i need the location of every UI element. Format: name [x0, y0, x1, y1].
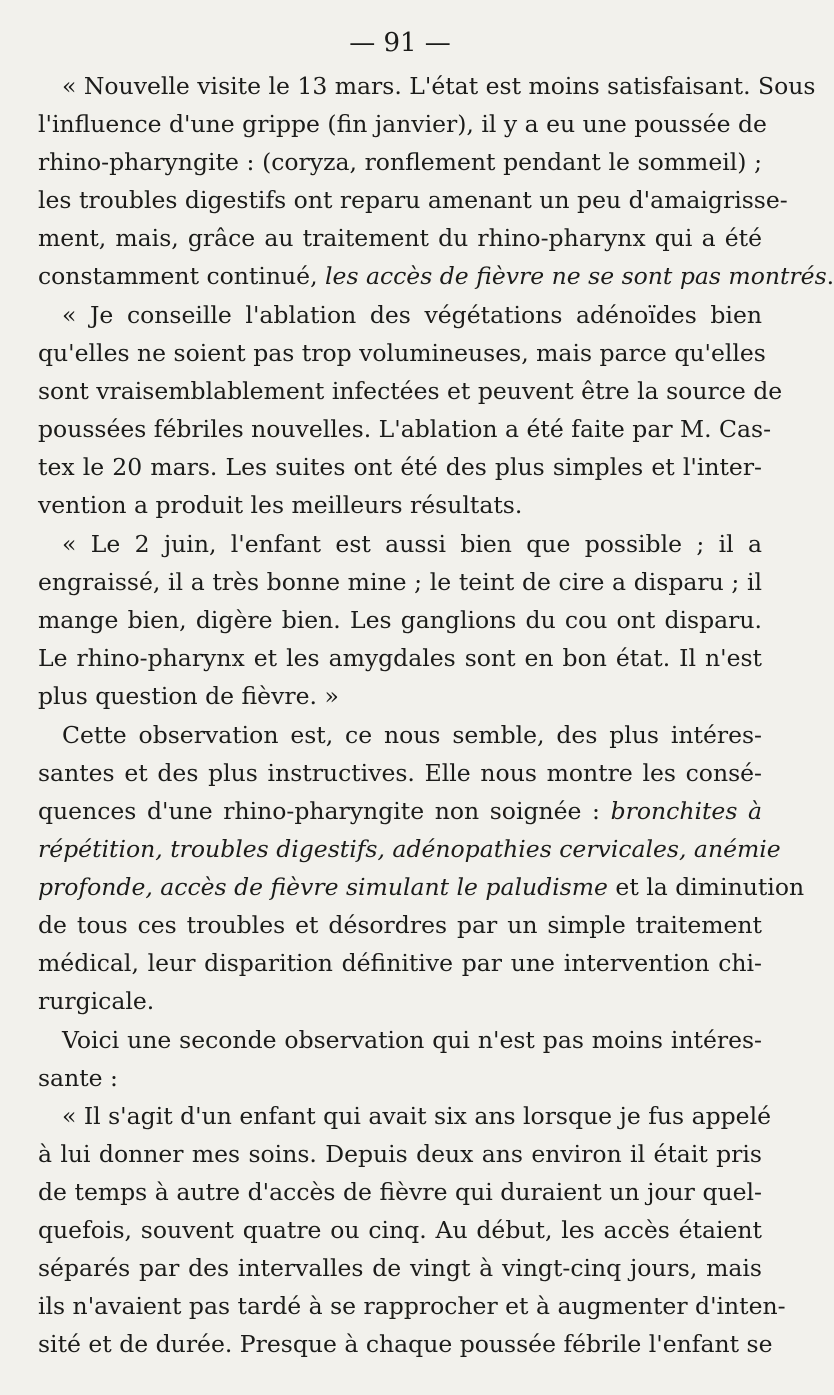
- text-line: rurgicale.: [38, 987, 155, 1015]
- text-line: séparés par des intervalles de vingt à vingt-cinq jours, mais: [38, 1254, 762, 1282]
- text-line: rhino-pharyngite : (coryza, ronflement pendant le sommeil) ;: [38, 148, 762, 176]
- text-line: sante :: [38, 1064, 118, 1092]
- text-line: Cette observation est, ce nous semble, des plus intéres-: [62, 721, 762, 749]
- text-line: les troubles digestifs ont reparu amenant un peu d'amaigrisse-: [38, 186, 788, 214]
- text-line: profonde, accès de fièvre simulant le paludisme et la diminution: [38, 873, 805, 901]
- text-line: vention a produit les meilleurs résultats.: [38, 491, 523, 519]
- text-line: répétition, troubles digestifs, adénopathies cervicales, anémie: [38, 835, 781, 863]
- text-line: ment, mais, grâce au traitement du rhino-pharynx qui a été: [38, 224, 762, 252]
- text-line: sont vraisemblablement infectées et peuvent être la source de: [38, 377, 783, 405]
- text-line: quences d'une rhino-pharyngite non soignée : bronchites à: [38, 797, 762, 825]
- text-line: Le rhino-pharynx et les amygdales sont en bon état. Il n'est: [38, 644, 762, 672]
- text-line: santes et des plus instructives. Elle nous montre les consé-: [38, 759, 762, 787]
- text-line: « Il s'agit d'un enfant qui avait six ans lorsque je fus appelé: [62, 1102, 771, 1130]
- text-line: médical, leur disparition définitive par une intervention chi-: [38, 949, 762, 977]
- text-line: « Je conseille l'ablation des végétations adénoïdes bien: [62, 301, 762, 329]
- text-line: plus question de fièvre. »: [38, 682, 339, 710]
- text-line: sité et de durée. Presque à chaque poussée fébrile l'enfant se: [38, 1330, 773, 1358]
- text-line: poussées fébriles nouvelles. L'ablation a été faite par M. Cas-: [38, 415, 772, 443]
- text-line: mange bien, digère bien. Les ganglions du cou ont disparu.: [38, 606, 762, 634]
- text-line: qu'elles ne soient pas trop volumineuses, mais parce qu'elles: [38, 339, 766, 367]
- text-line: ils n'avaient pas tardé à se rapprocher et à augmenter d'inten-: [38, 1292, 786, 1320]
- text-line: de temps à autre d'accès de fièvre qui duraient un jour quel-: [38, 1178, 762, 1206]
- text-line: de tous ces troubles et désordres par un simple traitement: [38, 911, 762, 939]
- text-line: Voici une seconde observation qui n'est pas moins intéres-: [62, 1026, 762, 1054]
- text-line: « Nouvelle visite le 13 mars. L'état est moins satisfaisant. Sous: [62, 72, 816, 100]
- text-line: l'influence d'une grippe (fin janvier), il y a eu une poussée de: [38, 110, 767, 138]
- text-line: à lui donner mes soins. Depuis deux ans environ il était pris: [38, 1140, 762, 1168]
- text-line: quefois, souvent quatre ou cinq. Au début, les accès étaient: [38, 1216, 762, 1244]
- page-number: — 91 —: [349, 28, 451, 58]
- text-line: engraissé, il a très bonne mine ; le teint de cire a disparu ; il: [38, 568, 762, 596]
- text-line: constamment continué, les accès de fièvre ne se sont pas montrés.: [38, 262, 834, 290]
- text-line: tex le 20 mars. Les suites ont été des plus simples et l'inter-: [38, 453, 762, 481]
- text-line: « Le 2 juin, l'enfant est aussi bien que possible ; il a: [62, 530, 762, 558]
